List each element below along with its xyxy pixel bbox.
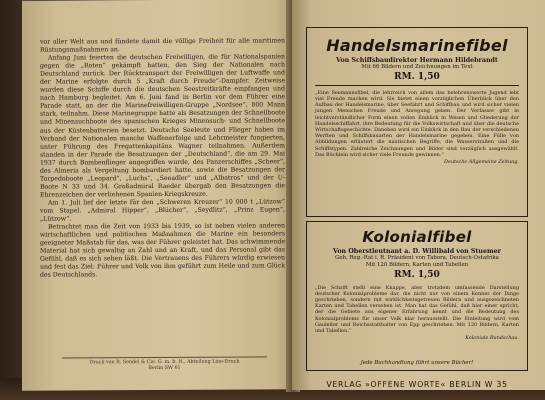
ad1-details: Mit 66 Bildern und Zeichnungen im Text (361, 64, 473, 70)
ad2-price: RM. 1,50 (394, 269, 440, 280)
publisher-line: VERLAG »OFFENE WORTE« BERLIN W 35 (326, 380, 508, 389)
ad2-review: „Die Schrift stellt eine Knappe, aber trotzdem umfassende Darstellung deutscher Kolonialprobleme dar, die nicht nur von einem Kenner der Dinge geschrieben, sondern mit wirklichkeitsgetreuen Bildern und ausgezeichneten Karten und Tabellen versehen ist. Man hat das Gefühl, daß hier einer spricht, der die Gebiete aus eigener Erfahrung kennt und die Bedeutung des Kolonialproblems für unser Volk klar herausstellt. Die Einleitung wird vom Gauleiter und Reichsstatthalter von Epp geschrieben. Mit 120 Bildern, Karten und Tabellen.“ (315, 284, 519, 335)
imprint-line-1: Druck von R. Sendel & Cie. G. m. b. H., Abteilung Lino-Druck (89, 359, 240, 366)
ad2-author: Von Oberstleutnant a. D. Willibald von Stuemer (333, 248, 501, 255)
right-page (292, 0, 545, 390)
ad1-author: Von Schiffsbaudirektor Hermann Hildebrandt (336, 57, 498, 64)
ad2-title: Kolonialfibel (362, 228, 472, 246)
advertisement-kolonialfibel (306, 221, 528, 371)
ad1-title: Handelsmarinefibel (326, 36, 508, 55)
paragraph-1: vor aller Welt aus und fündete damit die völlige Freiheit für alle maritimen Rüstungsmaßnahmen an. (40, 37, 285, 54)
paragraph-2: Anfang Juni feierten die deutschen Freiwilligen, die für Nationalspanien gegen die „Roten“ gekämpft hatten, den Sieg der Nationalen nach Deutschland zurück. Der Rücktransport der Freiwilligen der Luftwaffe und der Marine erfolgte durch 5 „Kraft durch Freude“-Dampfer. Zeitweise wurden diese Schiffe durch die deutschen Seestreitkräfte empfangen und nach Hamburg begleitet. Am 6. Juni fand in Berlin vor dem Führer eine Parade statt, an der die Marinefreiwilligen-Gruppe „Nordsee“, 800 Mann stark, teilnahm. Diese Marinegruppe hatte als Besatzungen der Schnellboote und Minensuchboote des spanischen Krieges Minensuch- und Schnellboote aus der Küstenbatterien besetzt. Deutsche Seeleute und Flieger haben im Verband der Nationalen manche Waffenerfolge und Lehrmeister fungierten, unter Führung des Fregattenkapitäns Wagner teilnahmen. Außerdem standen in der Parade die Besatzungen der „Deutschland“, die am 29. Mai 1937 durch Bombenflieger angegriffen wurde, des Panzerschiffes „Scheer“, des Almeria als Vergeltung bombardiert hatte, sowie die Besatzungen der Torpedoboote „Leopard“, „Luchs“, „Seeadler“ und „Albatros“ und der U-Boote N 33 und 34. Großadmiral Raeder übergab den Besatzungen die Ehrenzeichen der verliehenen Spanien-Kriegskreuze. (40, 53, 285, 199)
ad1-review: „Eine Seemannsfibel, die lehrreich von allem das belehrenswerte Jugend lebt viel Freude machen wird. Sie bietet einen vorzüglichen Überblick über den Aufbau der Handelsmarine, über Seefahrt und Schiffbau und wird sicher vielen jungen Menschen Freude und Anregung geben. Der Verfasser gibt in leichtverständlicher Form einen vollen Einblick in Wesen und Gliederung der Handelsschiffahrt, ihre Bedeutung für die Volkswirtschaft und über die deutsche Wirtschaftsgeschichte. Daneben wird ein Einblick in den Bau der verschiedenen Werften und Schiffsbauarten der Handelsmarine gegeben. Eine Fülle von Abbildungen erläutert die nautischen Begriffe, die Wasserstraßen und die Schiffstypen. Zahlreiche Zeichnungen und Bilder sind vorzüglich ausgewählt. Das Büchlein wird sicher viele Freunde gewinnen.“ (315, 89, 519, 158)
ad1-rule (315, 85, 519, 86)
ad2-details-line-2: Mit 120 Bildern, Karten und Tabellen (365, 261, 469, 268)
ad2-review-source: Koloniale Rundschau. (465, 335, 519, 342)
paragraph-3: Am 1. Juli lief der letzte für den „Schweren Kreuzer“ 10 000 t „Lützow“ vom Stapel. „Admiral Hipper“, „Blücher“, „Seydlitz“, „Prinz Eugen“, „Lützow“. (40, 198, 285, 223)
ad2-details-line-1: Geh. Reg.-Rat i. R. Präsident von Tabora, Deutsch-Ostafrika (335, 255, 499, 261)
ad1-review-source: Deutsche Allgemeine Zeitung. (444, 159, 519, 166)
ad1-price: RM. 1,50 (394, 71, 440, 82)
imprint-rule (62, 356, 267, 358)
advertisement-handelsmarinefibel (306, 27, 528, 217)
paragraph-4: Betrachtet man die Zeit von 1933 bis 1939, so ist neben vielen anderen wirtschaftlichen und politischen Maßnahmen die Marine ein besonders geeigneter Maßstab für das, was der Führer geleistet hat. Das schwimmende Material hat sich gewaltig an Zahl und an Kraft, und das Personal gibt das Gefühl, daß es sich sehen läßt. Die Vertrauens des Führers würdig erwiesen und fest das Ziel: Führer und Volk von ihm geführt zum Heile und zum Glück des Deutschlands. (40, 222, 285, 279)
ad2-footer: Jede Buchhandlung führt unsere Bücher! (360, 360, 474, 366)
imprint-line-2: Berlin SW 61 (148, 365, 181, 372)
left-page (22, 0, 297, 391)
printer-imprint (52, 359, 277, 372)
left-page-body-text (40, 37, 285, 280)
